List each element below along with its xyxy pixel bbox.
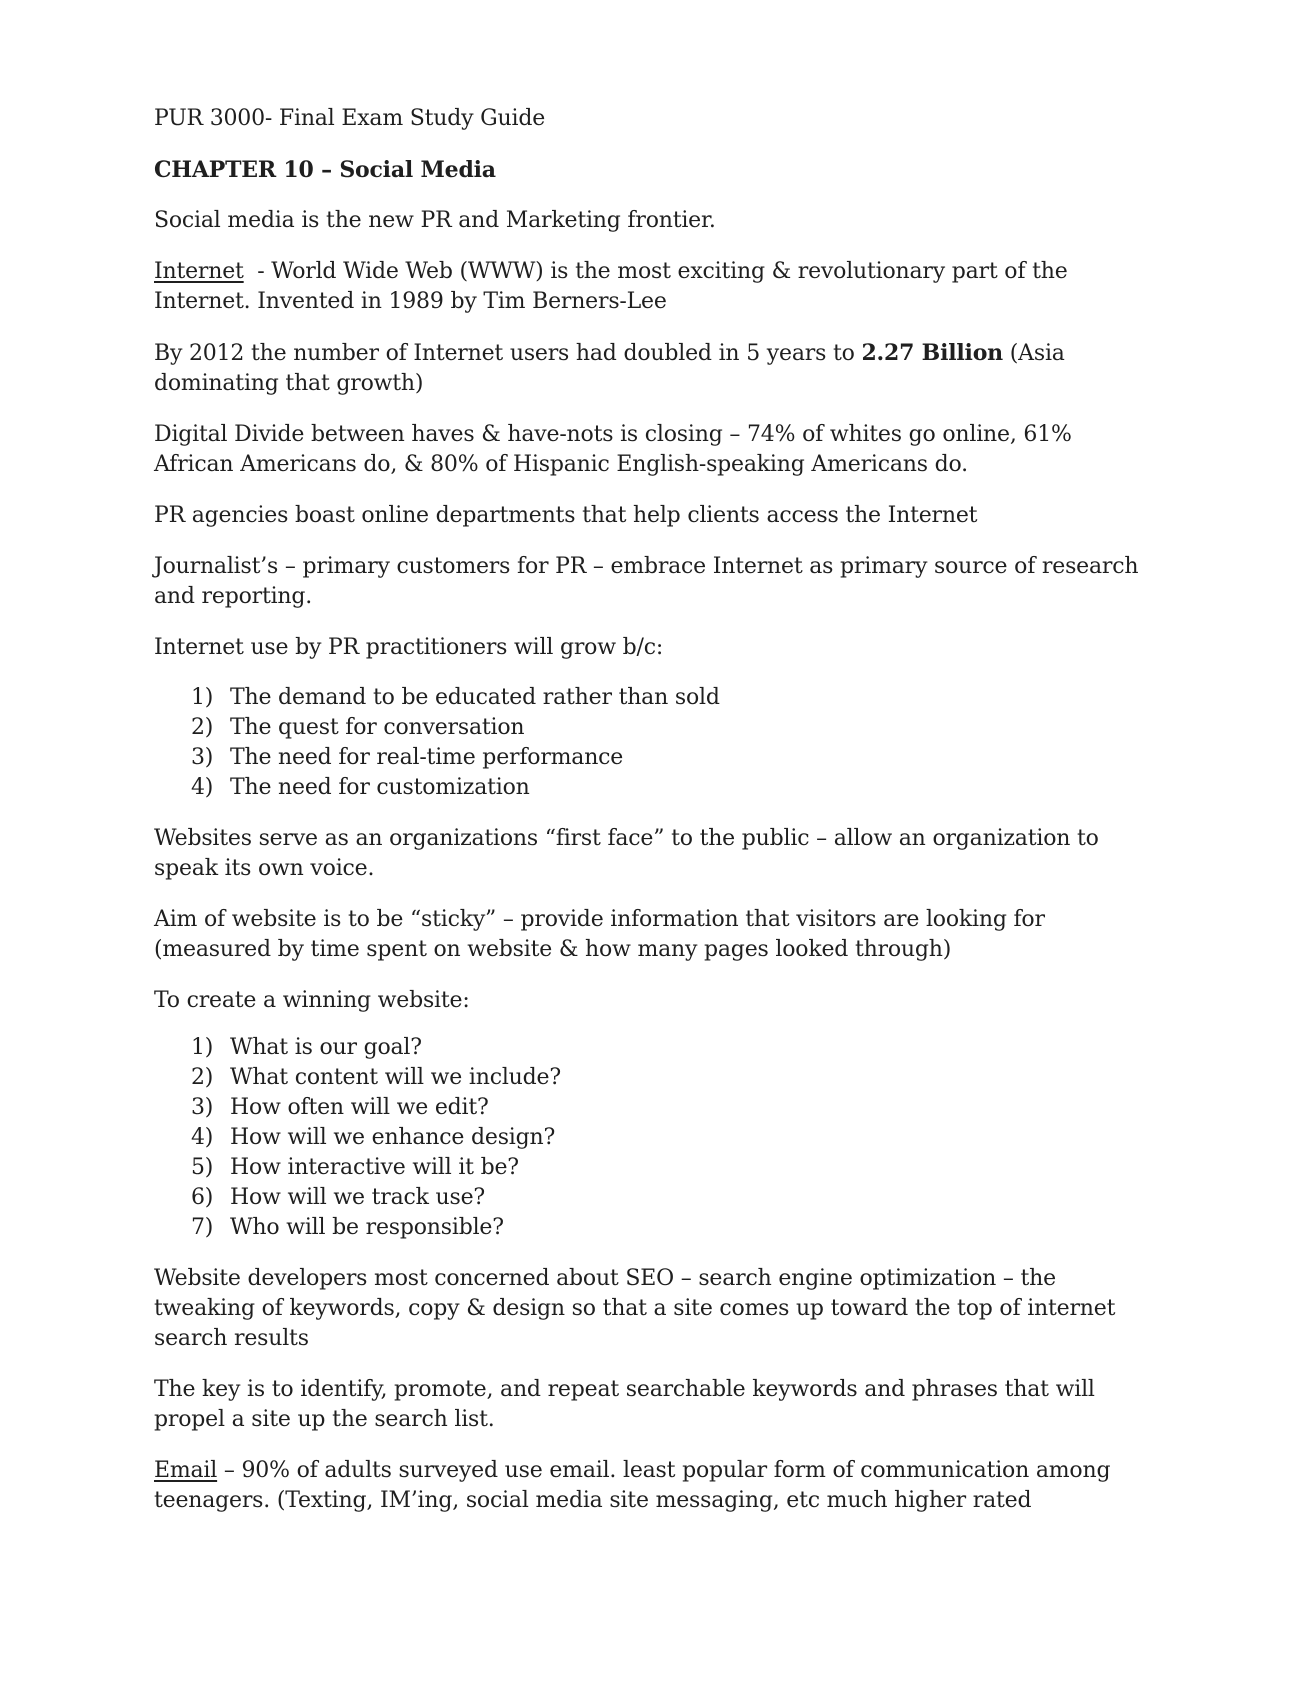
list-number: 2) (191, 1065, 214, 1090)
users-count: 2.27 Billion (861, 340, 1003, 366)
grow-reasons-list (154, 683, 1154, 803)
chapter-heading: CHAPTER 10 – Social Media (154, 157, 496, 183)
list-text: How will we enhance design? (230, 1125, 556, 1150)
list-text: The need for customization (230, 775, 530, 800)
paragraph-pr-agencies: PR agencies boast online departments that help clients access the Internet (154, 503, 978, 528)
paragraph-digital-divide: Digital Divide between haves & have-nots is closing – 74% of whites go online, 61% African Americans do, & 80% of Hispanic English-speaking Americans do. (154, 422, 1072, 477)
list-number: 2) (191, 715, 214, 740)
list-number: 4) (191, 775, 214, 800)
list-item (191, 773, 1154, 803)
paragraph-social-media: Social media is the new PR and Marketing frontier. (154, 208, 716, 233)
list-number: 5) (191, 1155, 214, 1180)
website-questions-list (154, 1033, 1154, 1243)
paragraph-websites: Websites serve as an organizations “first face” to the public – allow an organization to speak its own voice. (154, 826, 1099, 881)
list-text: Who will be responsible? (230, 1215, 504, 1240)
term-email: Email (154, 1458, 218, 1483)
paragraph-email (154, 1456, 1154, 1516)
list-item (191, 1213, 1154, 1243)
list-number: 7) (191, 1215, 214, 1240)
paragraph-keywords: The key is to identify, promote, and repeat searchable keywords and phrases that will propel a site up the search list. (154, 1377, 1095, 1432)
paragraph-create-website: To create a winning website: (154, 988, 470, 1013)
list-item (191, 1093, 1154, 1123)
paragraph-internet-use: Internet use by PR practitioners will grow b/c: (154, 635, 664, 660)
list-item (191, 1153, 1154, 1183)
term-internet: Internet (154, 259, 244, 284)
paragraph-journalists: Journalist’s – primary customers for PR – embrace Internet as primary source of research and reporting. (154, 554, 1139, 609)
list-text: The need for real-time performance (230, 745, 624, 770)
document-page (154, 104, 1154, 1537)
list-number: 1) (191, 1035, 214, 1060)
paragraph-internet-users (154, 338, 1154, 399)
users-text-start: By 2012 the number of Internet users had doubled in 5 years to (154, 341, 862, 366)
list-text: How will we track use? (230, 1185, 486, 1210)
list-number: 3) (191, 745, 214, 770)
list-item (191, 1063, 1154, 1093)
list-item (191, 1033, 1154, 1063)
list-text: What is our goal? (230, 1035, 422, 1060)
list-text: How interactive will it be? (230, 1155, 519, 1180)
document-title: PUR 3000- Final Exam Study Guide (154, 106, 546, 131)
list-number: 3) (191, 1095, 214, 1120)
paragraph-internet (154, 257, 1154, 317)
list-text: What content will we include? (230, 1065, 561, 1090)
users-text-end: (Asia dominating that growth) (154, 341, 1065, 396)
list-item (191, 683, 1154, 713)
list-text: How often will we edit? (230, 1095, 489, 1120)
list-text: The demand to be educated rather than sold (230, 685, 720, 710)
list-text: The quest for conversation (230, 715, 525, 740)
paragraph-sticky: Aim of website is to be “sticky” – provide information that visitors are looking for (measured by time spent on website & how many pages looked through) (154, 907, 1045, 962)
email-definition: – 90% of adults surveyed use email. least popular form of communication among teenagers. (Texting, IM’ing, social media site messaging, etc much higher rated (154, 1458, 1111, 1513)
internet-definition: - World Wide Web (WWW) is the most exciting & revolutionary part of the Internet. Invented in 1989 by Tim Berners-Lee (154, 259, 1075, 314)
list-number: 4) (191, 1125, 214, 1150)
list-item (191, 743, 1154, 773)
list-item (191, 1183, 1154, 1213)
list-item (191, 1123, 1154, 1153)
list-number: 6) (191, 1185, 214, 1210)
paragraph-seo: Website developers most concerned about SEO – search engine optimization – the tweaking of keywords, copy & design so that a site comes up toward the top of internet search results (154, 1266, 1116, 1351)
list-number: 1) (191, 685, 214, 710)
list-item (191, 713, 1154, 743)
